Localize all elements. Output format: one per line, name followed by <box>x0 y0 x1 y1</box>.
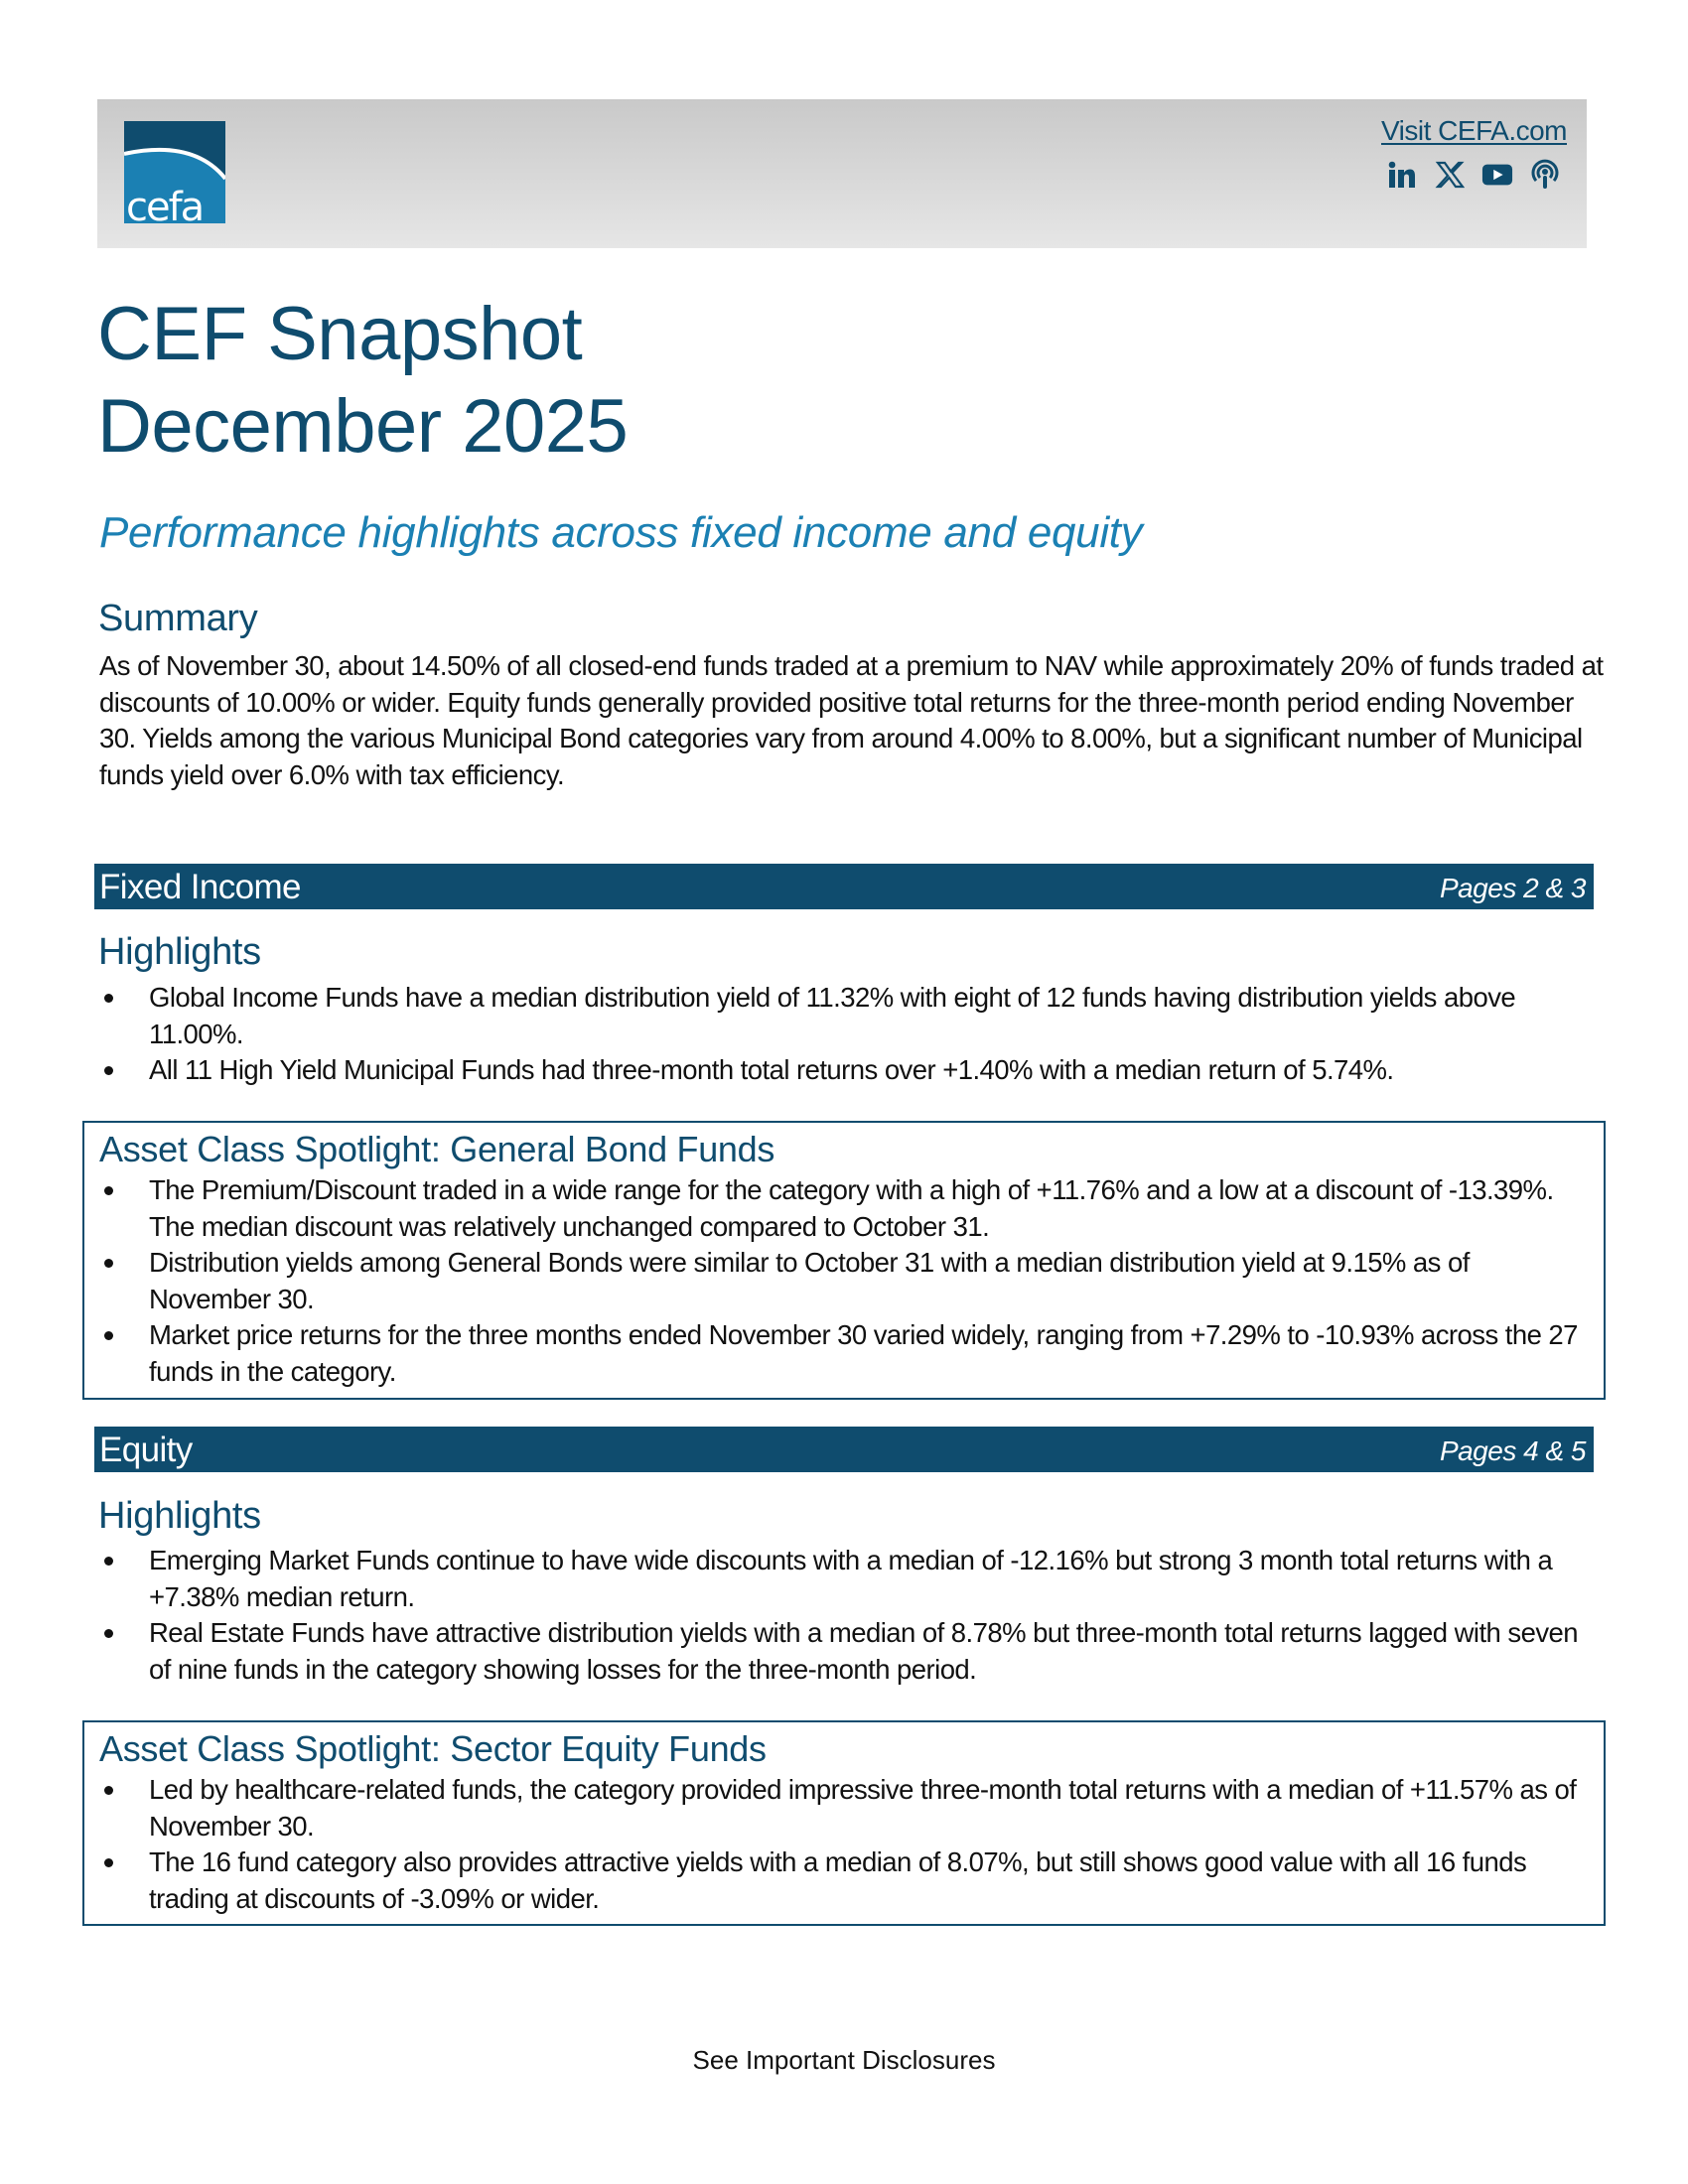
list-item-text: All 11 High Yield Municipal Funds had three-month total returns over +1.40% with a median return of 5.74%. <box>149 1054 1394 1085</box>
list-item-text: Emerging Market Funds continue to have wide discounts with a median of -12.16% but strong 3 month total returns with a +7.38% median return. <box>149 1545 1553 1612</box>
linkedin-icon[interactable] <box>1386 159 1418 191</box>
fixed-income-highlights-list <box>99 980 1599 1089</box>
list-item-text: Distribution yields among General Bonds were similar to October 31 with a median distribution yield at 9.15% as of November 30. <box>149 1247 1470 1314</box>
equity-highlights-heading: Highlights <box>98 1495 261 1537</box>
fixed-income-section-bar <box>94 864 1594 909</box>
list-item-text: The 16 fund category also provides attractive yields with a median of 8.07%, but still shows good value with all 16 funds trading at discounts of -3.09% or wider. <box>149 1846 1527 1914</box>
general-bond-spotlight-heading: Asset Class Spotlight: General Bond Funds <box>99 1129 775 1169</box>
bullet-icon <box>104 1066 113 1075</box>
general-bond-spotlight-box <box>82 1121 1606 1400</box>
bullet-icon <box>104 1331 113 1340</box>
bullet-icon <box>104 1786 113 1795</box>
social-links <box>1386 159 1561 191</box>
equity-pages: Pages 4 & 5 <box>1439 1435 1586 1466</box>
visit-cefa-link[interactable]: Visit CEFA.com <box>1381 115 1567 146</box>
list-item-text: Market price returns for the three months ended November 30 varied widely, ranging from +7.29% to -10.93% across the 27 funds in the category. <box>149 1319 1578 1387</box>
bullet-icon <box>104 1629 113 1638</box>
list-item-text: Led by healthcare-related funds, the category provided impressive three-month total returns with a median of +11.57% as of November 30. <box>149 1774 1577 1842</box>
bullet-icon <box>104 1858 113 1867</box>
list-item <box>99 1317 1589 1390</box>
cefa-logo[interactable] <box>124 121 225 223</box>
logo-text: cefa <box>126 185 204 223</box>
sector-equity-spotlight-list <box>99 1772 1589 1917</box>
title-line-2: December 2025 <box>97 384 629 469</box>
summary-heading: Summary <box>98 598 258 639</box>
equity-highlights-list <box>99 1543 1599 1688</box>
fixed-income-pages: Pages 2 & 3 <box>1439 873 1586 903</box>
list-item <box>99 1543 1599 1615</box>
logo-graphic <box>124 121 225 223</box>
list-item <box>99 1772 1589 1844</box>
sector-equity-spotlight-box <box>82 1720 1606 1926</box>
list-item-text: Real Estate Funds have attractive distribution yields with a median of 8.78% but three-month total returns lagged with seven of nine funds in the category showing losses for the three-month period. <box>149 1617 1579 1685</box>
bullet-icon <box>104 1557 113 1566</box>
equity-label: Equity <box>99 1431 193 1469</box>
sector-equity-spotlight-heading: Asset Class Spotlight: Sector Equity Funds <box>99 1728 767 1769</box>
list-item-text: The Premium/Discount traded in a wide range for the category with a high of +11.76% and a low at a discount of -13.39%. The median discount was relatively unchanged compared to October 31. <box>149 1174 1554 1242</box>
fixed-income-highlights-heading: Highlights <box>98 931 261 973</box>
list-item <box>99 1844 1589 1917</box>
podcast-icon[interactable] <box>1529 159 1561 191</box>
list-item <box>99 980 1599 1052</box>
page-subtitle: Performance highlights across fixed income and equity <box>99 508 1143 557</box>
x-icon[interactable] <box>1434 159 1466 191</box>
list-item-text: Global Income Funds have a median distribution yield of 11.32% with eight of 12 funds having distribution yields above 11.00%. <box>149 982 1516 1049</box>
list-item <box>99 1052 1599 1089</box>
bullet-icon <box>104 994 113 1003</box>
bullet-icon <box>104 1186 113 1195</box>
list-item <box>99 1172 1589 1245</box>
title-line-1: CEF Snapshot <box>97 292 583 376</box>
header-band <box>97 99 1587 248</box>
summary-text: As of November 30, about 14.50% of all closed-end funds traded at a premium to NAV while approximately 20% of funds traded at discounts of 10.00% or wider. Equity funds generally provided positive total returns for the three-month period ending November 30. Yields among the various Municipal Bond categories vary from around 4.00% to 8.00%, but a significant number of Municipal funds yield over 6.0% with tax efficiency. <box>99 650 1604 790</box>
disclosures-link[interactable]: See Important Disclosures <box>692 2045 996 2075</box>
list-item <box>99 1615 1599 1688</box>
page-title <box>97 288 628 473</box>
bullet-icon <box>104 1259 113 1268</box>
youtube-icon[interactable] <box>1481 159 1513 191</box>
fixed-income-label: Fixed Income <box>99 868 301 906</box>
list-item <box>99 1245 1589 1317</box>
equity-section-bar <box>94 1427 1594 1472</box>
general-bond-spotlight-list <box>99 1172 1589 1390</box>
